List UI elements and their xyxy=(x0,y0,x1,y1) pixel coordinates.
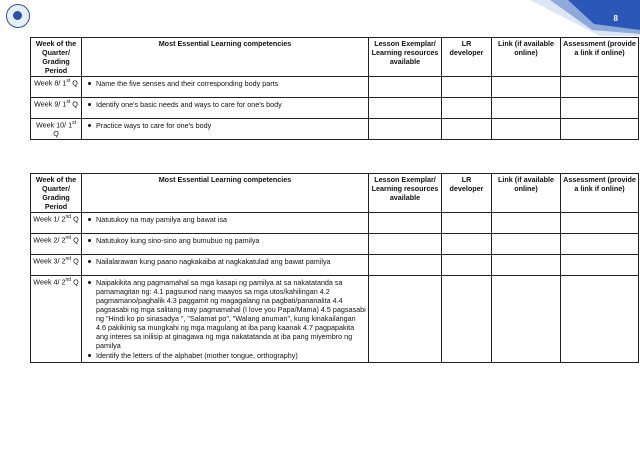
header-week: Week of the Quarter/ Grading Period xyxy=(31,174,82,213)
week-cell: Week 2/ 2nd Q xyxy=(31,234,82,255)
link-cell xyxy=(492,255,561,276)
week-cell: Week 1/ 2nd Q xyxy=(31,213,82,234)
page-header xyxy=(0,0,640,36)
table-row xyxy=(31,77,639,98)
link-cell xyxy=(492,213,561,234)
mel-item: Identify one's basic needs and ways to care for one's body xyxy=(96,100,366,109)
table-row xyxy=(31,98,639,119)
lr-cell xyxy=(442,98,492,119)
header-assessment: Assessment (provide a link if online) xyxy=(561,38,639,77)
corner-ribbon xyxy=(530,0,640,36)
header-week: Week of the Quarter/ Grading Period xyxy=(31,38,82,77)
lr-cell xyxy=(442,234,492,255)
week-cell: Week 4/ 2nd Q xyxy=(31,276,82,363)
lr-cell xyxy=(442,119,492,140)
assessment-cell xyxy=(561,119,639,140)
mel-item: Practice ways to care for one's body xyxy=(96,121,366,130)
assessment-cell xyxy=(561,213,639,234)
lesson-cell xyxy=(369,98,442,119)
lr-cell xyxy=(442,77,492,98)
mel-item: Identify the letters of the alphabet (mother tongue, orthography) xyxy=(96,351,366,360)
table-header-row xyxy=(31,174,639,213)
table-row xyxy=(31,255,639,276)
assessment-cell xyxy=(561,276,639,363)
link-cell xyxy=(492,98,561,119)
link-cell xyxy=(492,119,561,140)
assessment-cell xyxy=(561,77,639,98)
assessment-cell xyxy=(561,98,639,119)
header-lesson-exemplar: Lesson Exemplar/ Learning resources available xyxy=(369,38,442,77)
header-link: Link (if available online) xyxy=(492,38,561,77)
header-mel: Most Essential Learning competencies xyxy=(82,174,369,213)
header-link: Link (if available online) xyxy=(492,174,561,213)
competencies-table-q1 xyxy=(30,37,639,140)
lr-cell xyxy=(442,276,492,363)
lesson-cell xyxy=(369,255,442,276)
week-cell: Week 9/ 1st Q xyxy=(31,98,82,119)
lesson-cell xyxy=(369,119,442,140)
assessment-cell xyxy=(561,234,639,255)
header-mel: Most Essential Learning competencies xyxy=(82,38,369,77)
mel-cell xyxy=(82,276,369,363)
link-cell xyxy=(492,234,561,255)
header-lr-developer: LR developer xyxy=(442,38,492,77)
mel-cell xyxy=(82,98,369,119)
week-cell: Week 10/ 1st Q xyxy=(31,119,82,140)
link-cell xyxy=(492,276,561,363)
week-cell: Week 3/ 2nd Q xyxy=(31,255,82,276)
lesson-cell xyxy=(369,213,442,234)
lesson-cell xyxy=(369,77,442,98)
mel-item: Natutukoy na may pamilya ang bawat isa xyxy=(96,215,366,224)
week-cell: Week 8/ 1st Q xyxy=(31,77,82,98)
table-row xyxy=(31,234,639,255)
lesson-cell xyxy=(369,234,442,255)
header-lesson-exemplar: Lesson Exemplar/ Learning resources available xyxy=(369,174,442,213)
table-header-row xyxy=(31,38,639,77)
mel-item: Name the five senses and their corresponding body parts xyxy=(96,79,366,88)
header-assessment: Assessment (provide a link if online) xyxy=(561,174,639,213)
mel-item: Natutukoy kung sino-sino ang bumubuo ng pamilya xyxy=(96,236,366,245)
mel-cell xyxy=(82,234,369,255)
mel-item: Nailalarawan kung paano nagkakaiba at nagkakatulad ang bawat pamilya xyxy=(96,257,366,266)
page-number: 8 xyxy=(613,14,618,23)
deped-seal-icon xyxy=(6,4,30,28)
header-lr-developer: LR developer xyxy=(442,174,492,213)
table-row xyxy=(31,119,639,140)
mel-cell xyxy=(82,213,369,234)
mel-cell xyxy=(82,119,369,140)
link-cell xyxy=(492,77,561,98)
mel-cell xyxy=(82,77,369,98)
assessment-cell xyxy=(561,255,639,276)
table-row xyxy=(31,276,639,363)
lr-cell xyxy=(442,255,492,276)
lesson-cell xyxy=(369,276,442,363)
lr-cell xyxy=(442,213,492,234)
mel-item: Naipakikita ang pagmamahal sa mga kasapi ng pamilya at sa nakatatanda sa pamamagitan ng: 4.1 pagsunod nang maayos sa mga utos/kahilingan 4.2 pagmamano/paghalik 4.3 paggamit ng magagalang na pagbati/pananalita 4.4 pagsasabi ng mga salitang may pagmamahal (I love you Papa/Mama) 4.5 pagsasabi ng "Hindi ko po sinasadya ", "Salamat po", "Walang anuman", kung kinakailangan 4.6 pakikinig sa mungkahi ng mga magulang at iba pang kaanak 4.7 pagpapakita ang interes sa inilisip at ginagawa ng mga nakatatanda at iba pang miyembro ng pamilya xyxy=(96,278,366,350)
table-row xyxy=(31,213,639,234)
mel-cell xyxy=(82,255,369,276)
competencies-table-q2 xyxy=(30,173,639,363)
